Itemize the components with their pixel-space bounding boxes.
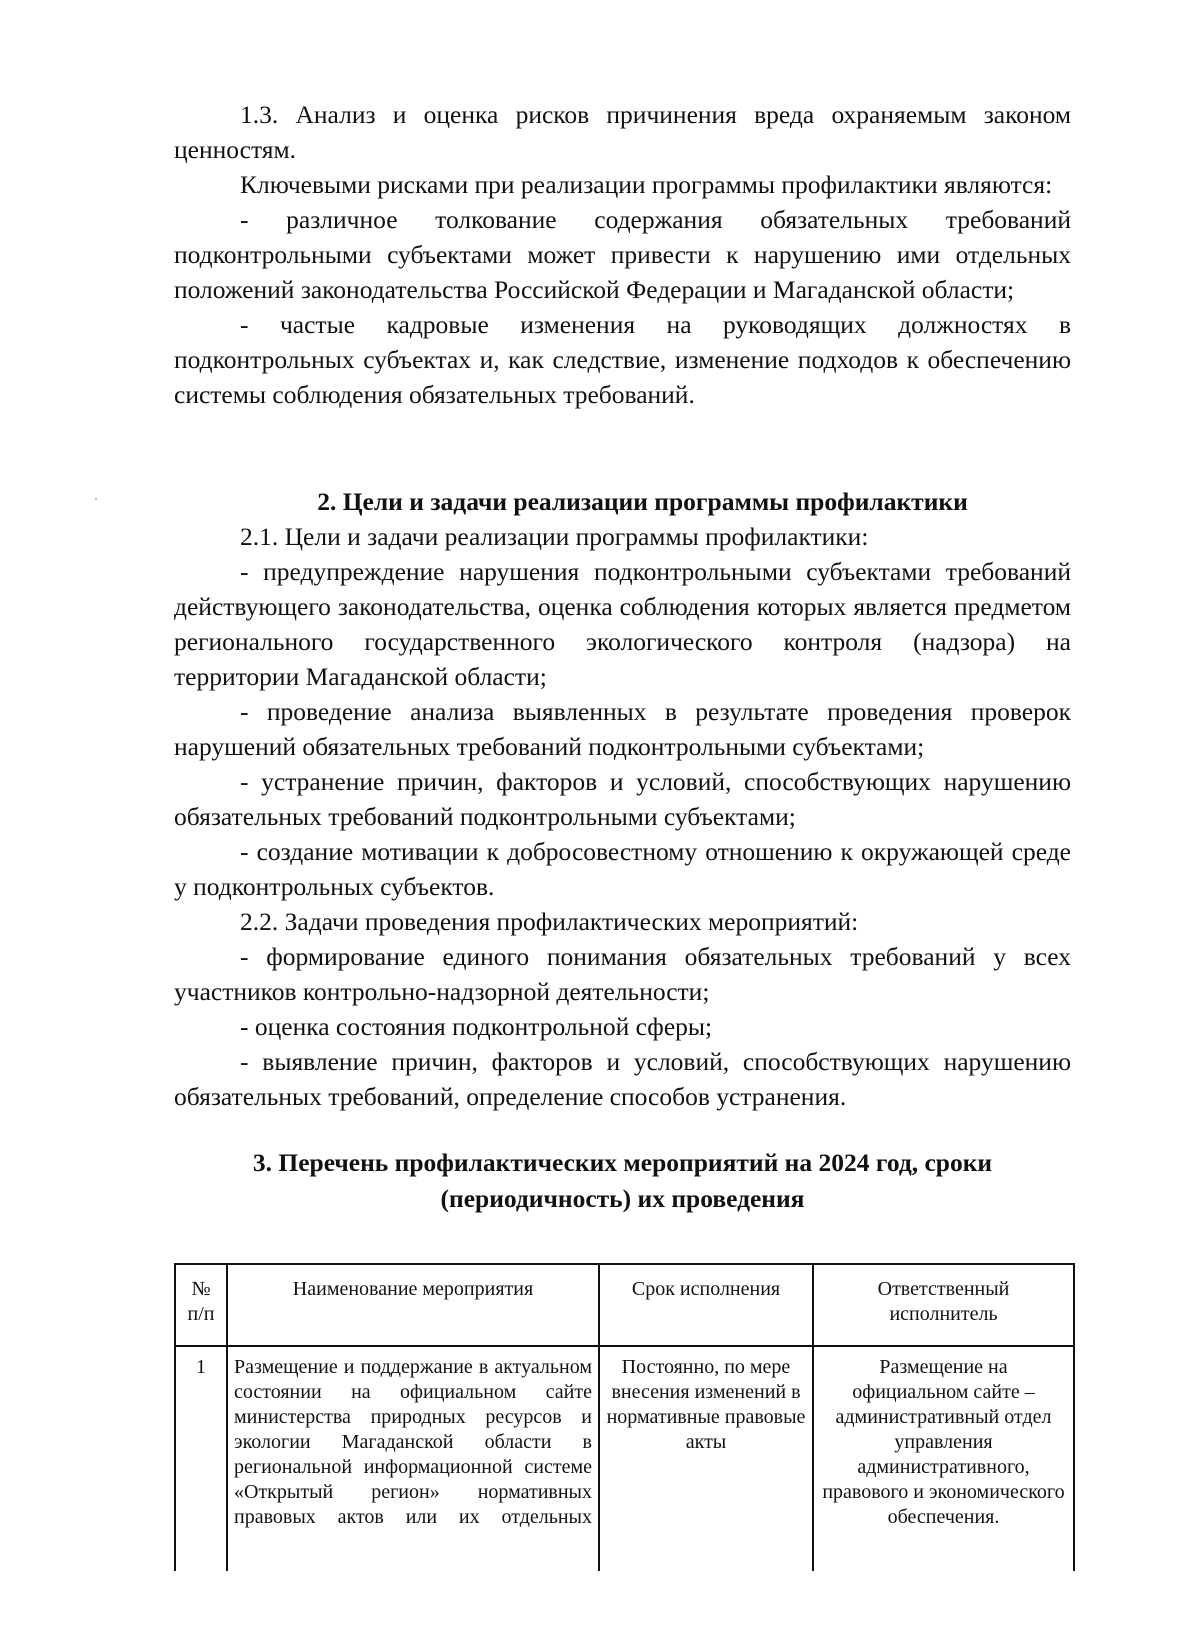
paragraph-goal-2: - проведение анализа выявленных в результате проведения проверок нарушений обязательных требований подконтрольными субъектами; <box>174 697 1071 761</box>
table-header-row <box>175 1264 1074 1346</box>
paragraph-task-1: - формирование единого понимания обязательных требований у всех участников контрольно-надзорной деятельности; <box>174 942 1071 1006</box>
header-num-line-2: п/п <box>187 1303 215 1325</box>
scan-dot <box>95 498 97 500</box>
header-num-line-1: № <box>191 1278 211 1300</box>
paragraph-1-3-title: 1.3. Анализ и оценка рисков причинения вреда охраняемым законом ценностям. <box>174 100 1071 164</box>
paragraph-goal-3: - устранение причин, факторов и условий, способствующих нарушению обязательных требований подконтрольными субъектами; <box>174 767 1071 831</box>
section-2-heading: 2. Цели и задачи реализации программы профилактики <box>317 487 968 516</box>
header-responsible-line-1: Ответственный <box>877 1278 1010 1300</box>
paragraph-risk-1: - различное толкование содержания обязательных требований подконтрольными субъектами может привести к нарушению ими отдельных положений законодательства Российской Федерации и Магаданской области; <box>174 205 1071 304</box>
paragraph-task-2: - оценка состояния подконтрольной сферы; <box>240 1012 713 1041</box>
paragraph-key-risks: Ключевыми рисками при реализации программы профилактики являются: <box>240 170 1053 199</box>
paragraph-goal-4: - создание мотивации к добросовестному отношению к окружающей среде у подконтрольных субъектов. <box>174 837 1071 901</box>
cell-term: Постоянно, по мере внесения изменений в нормативные правовые акты <box>599 1346 813 1571</box>
header-responsible-line-2: исполнитель <box>889 1303 998 1325</box>
cell-name: Размещение и поддержание в актуальном состоянии на официальном сайте министерства природных ресурсов и экологии Магаданской области в региональной информационной системе «Открытый регион» нормативных правовых актов или их отдельных <box>227 1346 599 1571</box>
header-num <box>175 1264 227 1346</box>
paragraph-2-1: 2.1. Цели и задачи реализации программы профилактики: <box>240 522 869 551</box>
measures-table <box>174 1263 1075 1571</box>
section-3-heading-line-2: (периодичность) их проведения <box>440 1184 805 1213</box>
section-3-heading-line-1: 3. Перечень профилактических мероприятий на 2024 год, сроки <box>252 1148 993 1177</box>
paragraph-goal-1: - предупреждение нарушения подконтрольными субъектами требований действующего законодательства, оценка соблюдения которых является предметом регионального государственного экологического контроля (надзора) на территории Магаданской области; <box>174 557 1071 691</box>
paragraph-task-3: - выявление причин, факторов и условий, способствующих нарушению обязательных требований, определение способов устранения. <box>174 1047 1071 1111</box>
section-3-heading <box>174 1145 1071 1217</box>
header-term: Срок исполнения <box>599 1264 813 1346</box>
table-row <box>175 1346 1074 1571</box>
cell-num: 1 <box>175 1346 227 1571</box>
section-1-3 <box>174 97 1071 412</box>
cell-responsible: Размещение на официальном сайте – административный отдел управления административного, правового и экономического обеспечения. <box>813 1346 1074 1571</box>
paragraph-risk-2: - частые кадровые изменения на руководящих должностях в подконтрольных субъектах и, как следствие, изменение подходов к обеспечению системы соблюдения обязательных требований. <box>174 310 1071 409</box>
header-responsible <box>813 1264 1074 1346</box>
header-name: Наименование мероприятия <box>227 1264 599 1346</box>
paragraph-2-2: 2.2. Задачи проведения профилактических мероприятий: <box>240 907 859 936</box>
section-2 <box>174 484 1071 1114</box>
